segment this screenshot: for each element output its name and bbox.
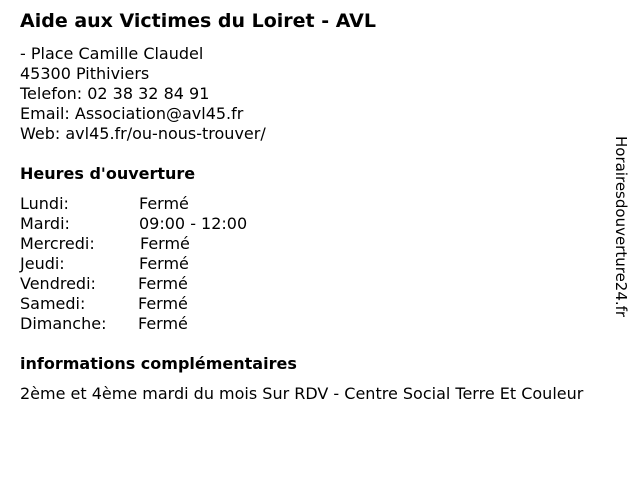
address-city: 45300 Pithiviers: [20, 64, 150, 83]
day-hours: Fermé: [138, 314, 188, 333]
day-hours: 09:00 - 12:00: [139, 214, 248, 233]
day-label: Vendredi:: [20, 274, 96, 293]
additional-info-heading: informations complémentaires: [20, 354, 297, 373]
day-label: Dimanche:: [20, 314, 107, 333]
phone-number: Telefon: 02 38 32 84 91: [20, 84, 210, 103]
opening-hours-table: [20, 194, 440, 334]
email-address: Email: Association@avl45.fr: [20, 104, 244, 123]
additional-info-text: 2ème et 4ème mardi du mois Sur RDV - Centre Social Terre Et Couleur: [20, 384, 584, 403]
hours-row-tuesday: [20, 214, 440, 234]
day-label: Mercredi:: [20, 234, 95, 253]
day-hours: Fermé: [139, 194, 189, 213]
hours-row-saturday: [20, 294, 440, 314]
address-block: [20, 44, 266, 144]
day-label: Mardi:: [20, 214, 70, 233]
day-label: Jeudi:: [20, 254, 65, 273]
site-watermark: Horairesdouverture24.fr: [612, 136, 630, 318]
hours-row-thursday: [20, 254, 440, 274]
hours-row-wednesday: [20, 234, 440, 254]
day-label: Samedi:: [20, 294, 86, 313]
page-title: Aide aux Victimes du Loiret - AVL: [20, 10, 376, 32]
website: Web: avl45.fr/ou-nous-trouver/: [20, 124, 266, 143]
hours-row-sunday: [20, 314, 440, 334]
day-hours: Fermé: [140, 234, 190, 253]
day-hours: Fermé: [138, 274, 188, 293]
day-hours: Fermé: [139, 254, 189, 273]
address-street: - Place Camille Claudel: [20, 44, 204, 63]
day-label: Lundi:: [20, 194, 69, 213]
hours-row-monday: [20, 194, 440, 214]
day-hours: Fermé: [138, 294, 188, 313]
opening-hours-heading: Heures d'ouverture: [20, 164, 196, 183]
hours-row-friday: [20, 274, 440, 294]
